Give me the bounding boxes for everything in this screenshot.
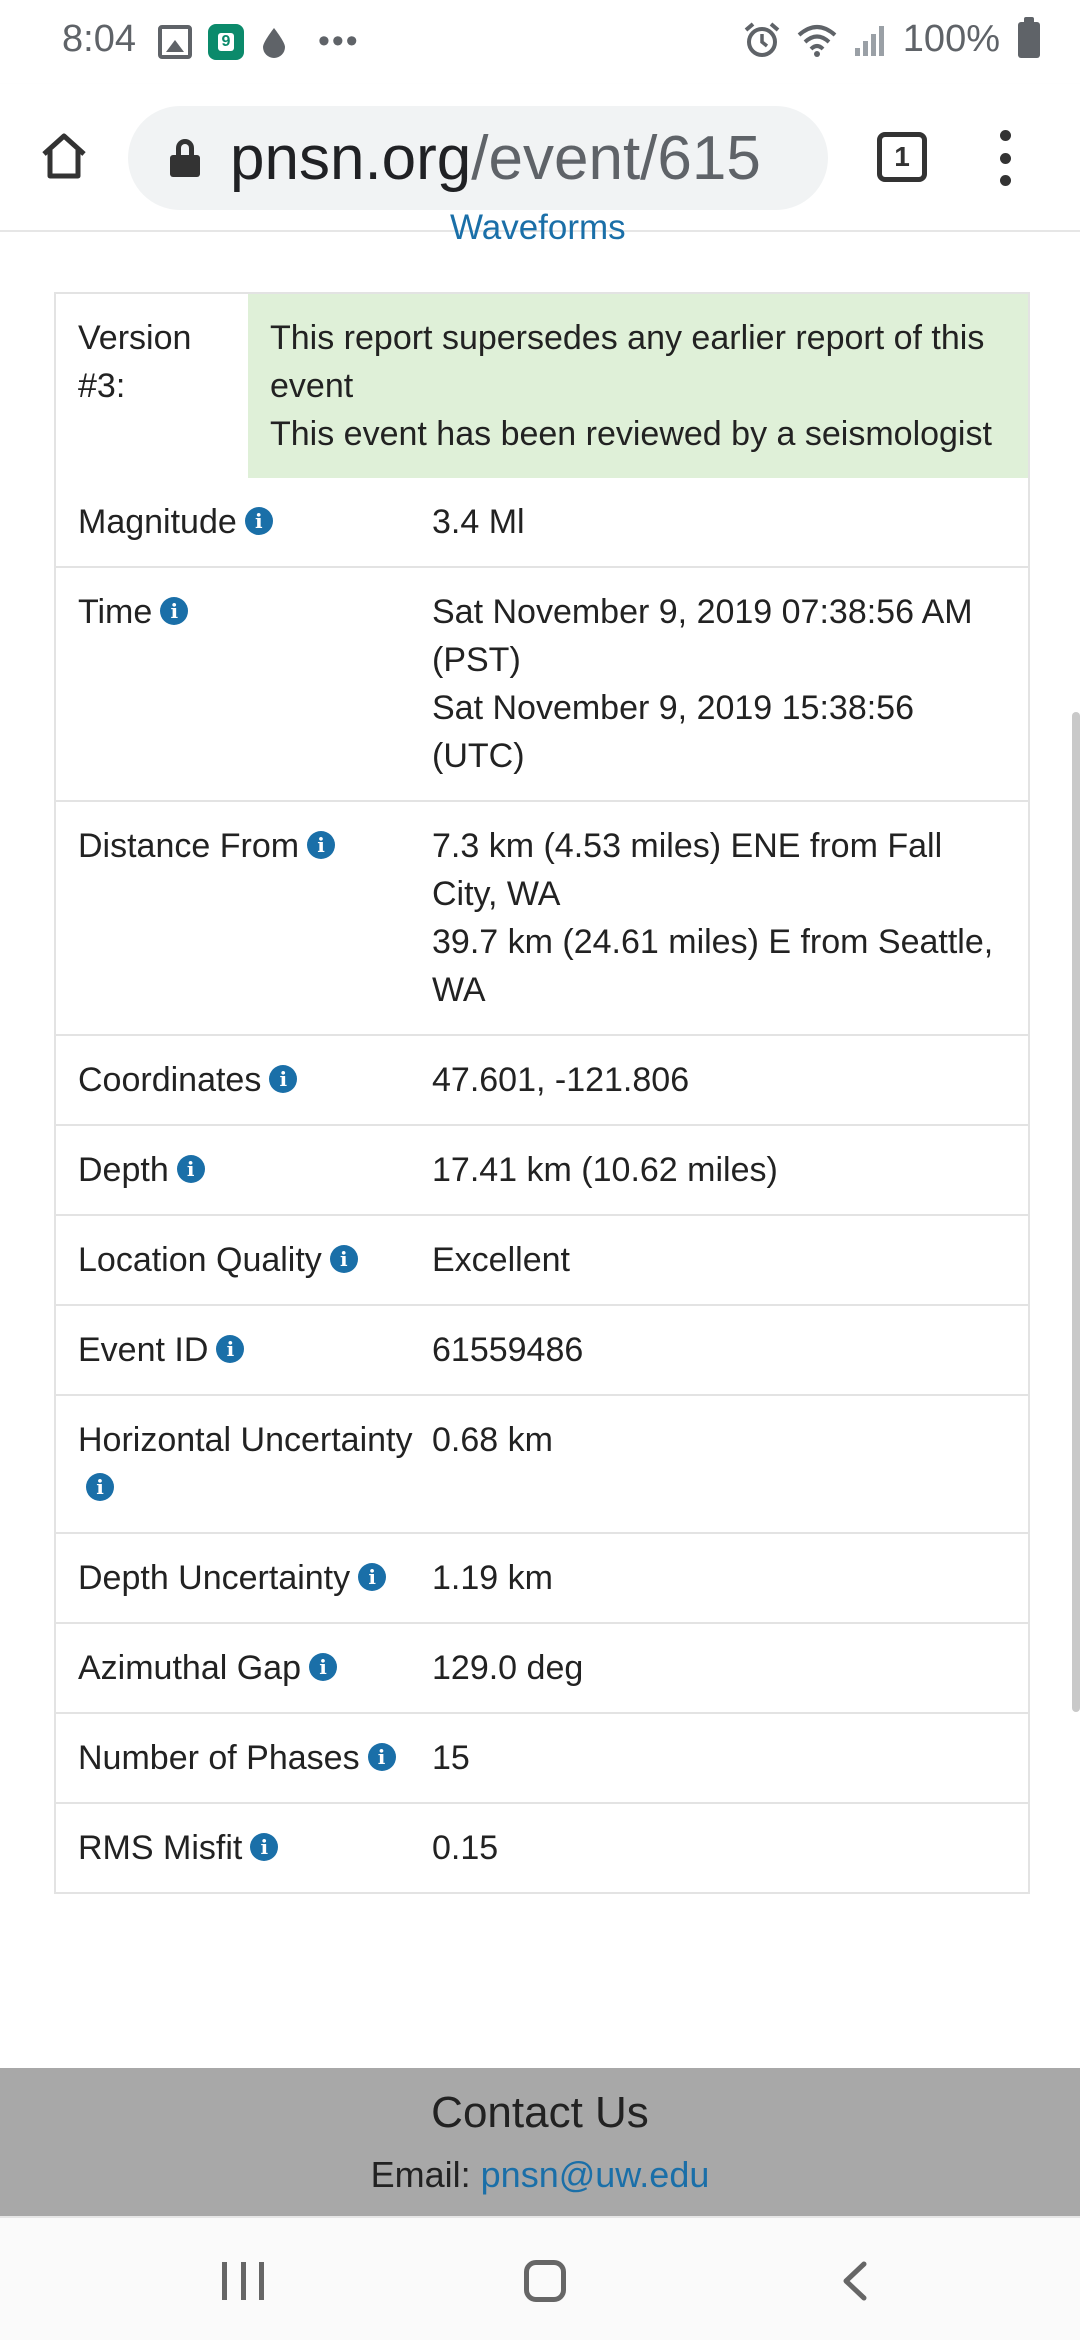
info-icon[interactable]: i — [86, 1473, 114, 1501]
recent-apps-icon[interactable] — [222, 2262, 264, 2300]
version-line: This event has been reviewed by a seismologist — [270, 415, 992, 453]
url-text[interactable] — [230, 123, 810, 194]
row-value — [432, 1126, 1028, 1214]
row-label — [56, 1306, 432, 1394]
contact-footer — [0, 2068, 1080, 2216]
row-value — [432, 1714, 1028, 1802]
table-row — [56, 800, 1028, 1034]
row-value — [432, 478, 1028, 566]
status-bar — [0, 0, 1080, 84]
lock-icon — [170, 139, 200, 177]
row-value-line: Excellent — [432, 1241, 570, 1279]
battery-percent: 100% — [902, 18, 1000, 60]
row-label-text: Depth — [78, 1151, 169, 1189]
table-row — [56, 1712, 1028, 1802]
version-label: Version #3: — [78, 319, 192, 405]
info-icon[interactable]: i — [269, 1065, 297, 1093]
footer-title: Contact Us — [431, 2088, 649, 2137]
row-label — [56, 1396, 432, 1532]
url-bar[interactable] — [128, 106, 828, 210]
row-value-line: 39.7 km (24.61 miles) E from Seattle, WA — [432, 923, 994, 1009]
version-notice — [248, 294, 1028, 478]
page-content — [0, 208, 1080, 2068]
alarm-icon — [743, 21, 781, 59]
home-nav-icon[interactable] — [524, 2260, 566, 2302]
table-row — [56, 1394, 1028, 1532]
home-button[interactable] — [32, 124, 96, 188]
row-label — [56, 1534, 432, 1622]
row-label — [56, 568, 432, 800]
info-icon[interactable]: i — [309, 1653, 337, 1681]
row-value — [432, 1036, 1028, 1124]
drop-icon — [260, 26, 288, 58]
row-value-line: 0.68 km — [432, 1421, 553, 1459]
table-row — [56, 1034, 1028, 1124]
url-domain: pnsn.org — [230, 123, 472, 193]
row-value — [432, 1306, 1028, 1394]
row-value-line: 17.41 km (10.62 miles) — [432, 1151, 778, 1189]
info-icon[interactable]: i — [160, 597, 188, 625]
calendar-icon — [208, 24, 244, 60]
info-icon[interactable]: i — [250, 1833, 278, 1861]
home-icon — [38, 130, 90, 182]
info-icon[interactable]: i — [307, 831, 335, 859]
waveforms-link[interactable]: Waveforms — [450, 208, 626, 247]
row-value — [432, 802, 1028, 1034]
info-icon[interactable]: i — [330, 1245, 358, 1273]
tab-switcher-button[interactable]: 1 — [877, 132, 927, 182]
row-value — [432, 1396, 1028, 1532]
email-label: Email: — [370, 2154, 471, 2195]
row-label-text: Depth Uncertainty — [78, 1559, 351, 1597]
notification-icons — [158, 22, 360, 61]
row-label-text: Location Quality — [78, 1241, 322, 1279]
row-label — [56, 1624, 432, 1712]
row-label — [56, 1036, 432, 1124]
row-label-text: Number of Phases — [78, 1739, 360, 1777]
table-row — [56, 1622, 1028, 1712]
info-icon[interactable]: i — [368, 1743, 396, 1771]
row-label-text: Distance From — [78, 827, 300, 865]
system-nav-bar — [0, 2216, 1080, 2340]
info-icon[interactable]: i — [177, 1155, 205, 1183]
signal-icon — [853, 22, 889, 58]
row-label — [56, 1714, 432, 1802]
more-dots-icon: ••• — [318, 22, 360, 60]
version-line: This report supersedes any earlier report of this event — [270, 319, 985, 405]
table-row — [56, 1532, 1028, 1622]
row-value-line: Sat November 9, 2019 15:38:56 (UTC) — [432, 689, 914, 775]
email-link[interactable]: pnsn@uw.edu — [480, 2154, 710, 2195]
row-label-text: Time — [78, 593, 153, 631]
row-value — [432, 568, 1028, 800]
row-value-line: 1.19 km — [432, 1559, 553, 1597]
row-value-line: 0.15 — [432, 1829, 499, 1867]
row-value-line: 15 — [432, 1739, 470, 1777]
row-label — [56, 1804, 432, 1892]
footer-email — [0, 2154, 1080, 2196]
row-value — [432, 1804, 1028, 1892]
table-row — [56, 478, 1028, 566]
version-row — [56, 294, 1028, 478]
system-status — [743, 18, 1040, 61]
wifi-icon — [795, 21, 839, 59]
battery-icon — [1018, 22, 1040, 58]
row-value-line: 7.3 km (4.53 miles) ENE from Fall City, WA — [432, 827, 943, 913]
row-label — [56, 802, 432, 1034]
row-value — [432, 1216, 1028, 1304]
row-label — [56, 1216, 432, 1304]
row-value-line: 61559486 — [432, 1331, 584, 1369]
calendar-day: 9 — [218, 33, 235, 51]
table-row — [56, 1214, 1028, 1304]
row-value-line: Sat November 9, 2019 07:38:56 AM (PST) — [432, 593, 973, 679]
url-path: /event/615 — [471, 123, 761, 193]
scrollbar[interactable] — [1072, 712, 1080, 1712]
row-label-text: Event ID — [78, 1331, 209, 1369]
info-icon[interactable]: i — [358, 1563, 386, 1591]
row-label-text: RMS Misfit — [78, 1829, 243, 1867]
table-row — [56, 1802, 1028, 1892]
row-label — [56, 1126, 432, 1214]
status-time: 8:04 — [62, 18, 136, 60]
table-row — [56, 1304, 1028, 1394]
info-icon[interactable]: i — [216, 1335, 244, 1363]
row-label-text: Magnitude — [78, 503, 237, 541]
image-icon — [158, 25, 192, 59]
table-row — [56, 566, 1028, 800]
row-value-line: 3.4 Ml — [432, 503, 525, 541]
back-icon[interactable] — [834, 2258, 878, 2304]
row-value — [432, 1534, 1028, 1622]
row-value-line: 47.601, -121.806 — [432, 1061, 690, 1099]
row-value — [432, 1624, 1028, 1712]
event-details-table — [54, 292, 1030, 1894]
info-icon[interactable]: i — [245, 507, 273, 535]
more-menu-button[interactable] — [990, 126, 1020, 190]
row-label-text: Horizontal Uncertainty — [78, 1421, 413, 1459]
row-label-text: Azimuthal Gap — [78, 1649, 301, 1687]
row-label — [56, 478, 432, 566]
row-value-line: 129.0 deg — [432, 1649, 584, 1687]
table-row — [56, 1124, 1028, 1214]
row-label-text: Coordinates — [78, 1061, 262, 1099]
